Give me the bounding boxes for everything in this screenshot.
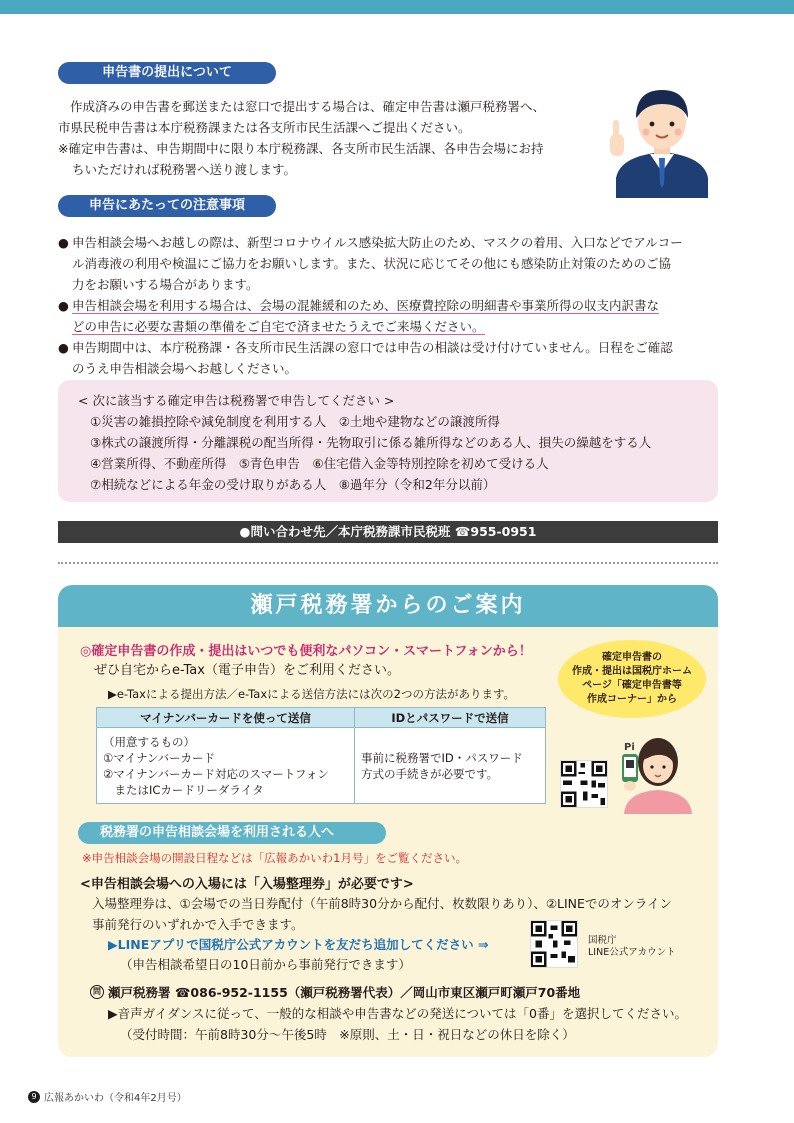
info-banner: 瀬戸税務署からのご案内 — [58, 585, 718, 627]
notes-list — [58, 232, 728, 379]
caption-line: LINE公式アカウント — [588, 947, 676, 958]
text-line: ちいただければ税務署へ送り渡します。 — [72, 162, 297, 177]
cell-line: （用意するもの） — [103, 734, 195, 749]
entry-paragraph — [92, 893, 672, 935]
section-title-submission: 申告書の提出について — [58, 62, 276, 84]
etax-method-line: ▶e-Taxによる提出方法／e-Taxによる送信方法には次の2つの方法があります。 — [108, 687, 516, 701]
etax-qr-code[interactable] — [560, 760, 608, 808]
bubble-line: ページ「確定申告書等 — [582, 680, 682, 691]
section-title-consultation: 税務署の申告相談会場を利用される人へ — [78, 822, 386, 844]
text-line: 市県民税申告書は本庁税務課または各支所市民生活課へご提出ください。 — [58, 120, 471, 135]
text-line: 作成済みの申告書を郵送または窓口で提出する場合は、確定申告書は瀬戸税務署へ、 — [70, 99, 546, 114]
table-header: マイナンバーカードを使って送信 — [97, 708, 355, 728]
page-footer — [28, 1089, 187, 1104]
dotted-divider — [58, 562, 718, 564]
section-title-notes: 申告にあたっての注意事項 — [58, 195, 276, 217]
bullet-marker: ● — [58, 340, 69, 355]
cell-line: またはICカードリーダライタ — [103, 782, 264, 797]
etax-methods-table — [96, 707, 546, 804]
line-add-friend-link[interactable]: ▶LINEアプリで国税庁公式アカウントを友だち追加してください ⇒ — [108, 937, 489, 952]
line-qr-caption — [588, 935, 676, 959]
line-qr-code[interactable] — [530, 920, 578, 968]
text-line: ル消毒液の利用や検温にご協力をお願いします。また、状況に応じてその他にも感染防止対策のためのご協 — [72, 256, 672, 271]
text-line: 力をお願いする場合があります。 — [72, 277, 259, 292]
text-line: ③株式の譲渡所得・分離課税の配当所得・先物取引に係る雑所得などのある人、損失の繰越をする人 — [90, 435, 652, 450]
inquiry-badge: 問 — [90, 985, 104, 999]
text-line: 申告期間中は、本庁税務課・各支所市民生活課の窓口では申告の相談は受け付けていません。日程をご確認 — [72, 340, 673, 355]
text-line: 申告相談会場へお越しの際は、新型コロナウイルス感染拡大防止のため、マスクの着用、入口などでアルコー — [72, 235, 683, 250]
cell-line: ②マイナンバーカード対応のスマートフォン — [103, 766, 329, 781]
bubble-line: 確定申告書の — [602, 652, 662, 663]
etax-headline: ◎確定申告書の作成・提出はいつでも便利なパソコン・スマートフォンから！ — [80, 644, 532, 659]
cell-line: ①マイナンバーカード — [103, 750, 215, 765]
tax-office-cases-box — [58, 380, 718, 502]
office-line: 瀬戸税務署 ☎086-952-1155（瀬戸税務署代表）／岡山市東区瀬戸町瀬戸70番地 — [108, 985, 581, 1000]
qr-code-icon — [561, 761, 607, 807]
caption-line: 国税庁 — [588, 935, 617, 946]
list-item — [58, 232, 728, 295]
box-heading: < 次に該当する確定申告は税務署で申告してください > — [78, 393, 395, 408]
list-item — [58, 295, 728, 337]
table-cell — [355, 728, 546, 804]
text-line: 事前発行のいずれかで入手できます。 — [92, 917, 304, 932]
text-line: のうえ申告相談会場へお越しください。 — [72, 361, 298, 376]
text-line: ※確定申告書は、申告期間中に限り本庁税務課、各支所市民生活課、各申告会場にお持 — [58, 141, 544, 156]
line-issue-note: （申告相談希望日の10日前から事前発行できます） — [120, 957, 411, 972]
contact-bar: ●問い合わせ先／本庁税務課市民税班 ☎955-0951 — [58, 521, 718, 543]
pi-label: Pi — [624, 742, 635, 753]
text-line: （受付時間：午前8時30分〜午後5時 ※原則、土・日・祝日などの休日を除く） — [120, 1027, 575, 1042]
guide-paragraph — [108, 1003, 687, 1045]
office-contact — [90, 983, 580, 1001]
table-cell — [97, 728, 355, 804]
businessman-illustration — [606, 82, 718, 198]
text-line: 入場整理券は、①会場での当日券配付（午前8時30分から配付、枚数限りあり）、②LINEでのオンライン — [92, 896, 673, 911]
text-line: ▶音声ガイダンスに従って、一般的な相談や申告書などの発送については「0番」を選択してください。 — [108, 1006, 687, 1021]
etax-subline: ぜひ自宅からe-Tax（電子申告）をご利用ください。 — [94, 663, 400, 678]
hint-bubble — [558, 640, 706, 718]
top-accent-bar — [0, 0, 794, 14]
cell-line: 事前に税務署でID・パスワード — [361, 750, 523, 765]
list-item — [58, 337, 728, 379]
page-number: 9 — [28, 1091, 40, 1103]
underlined-text: どの申告に必要な書類の準備をご自宅で済ませたうえでご来場ください。 — [72, 319, 485, 334]
bullet-marker: ● — [58, 298, 69, 313]
bubble-line: 作成・提出は国税庁ホーム — [572, 666, 692, 677]
bubble-line: 作成コーナー」から — [587, 694, 677, 705]
text-line: ④営業所得、不動産所得 ⑤青色申告 ⑥住宅借入金等特別控除を初めて受ける人 — [90, 456, 549, 471]
entry-heading: <申告相談会場への入場には「入場整理券」が必要です> — [80, 877, 414, 892]
text-line: ①災害の雑損控除や減免制度を利用する人 ②土地や建物などの譲渡所得 — [90, 414, 500, 429]
bullet-marker: ● — [58, 235, 69, 250]
text-line: ⑦相続などによる年金の受け取りがある人 ⑧過年分（令和2年分以前） — [90, 477, 496, 492]
cell-line: 方式の手続きが必要です。 — [361, 766, 499, 781]
footer-text: 広報あかいわ（令和4年2月号） — [44, 1093, 187, 1104]
schedule-note: ※申告相談会場の開設日程などは「広報あかいわ1月号」をご覧ください。 — [82, 851, 467, 865]
qr-code-icon — [531, 921, 577, 967]
underlined-text: 申告相談会場を利用する場合は、会場の混雑緩和のため、医療費控除の明細書や事業所得の収支内訳書な — [72, 298, 660, 313]
submission-paragraph — [58, 96, 618, 180]
table-header: IDとパスワードで送信 — [355, 708, 546, 728]
